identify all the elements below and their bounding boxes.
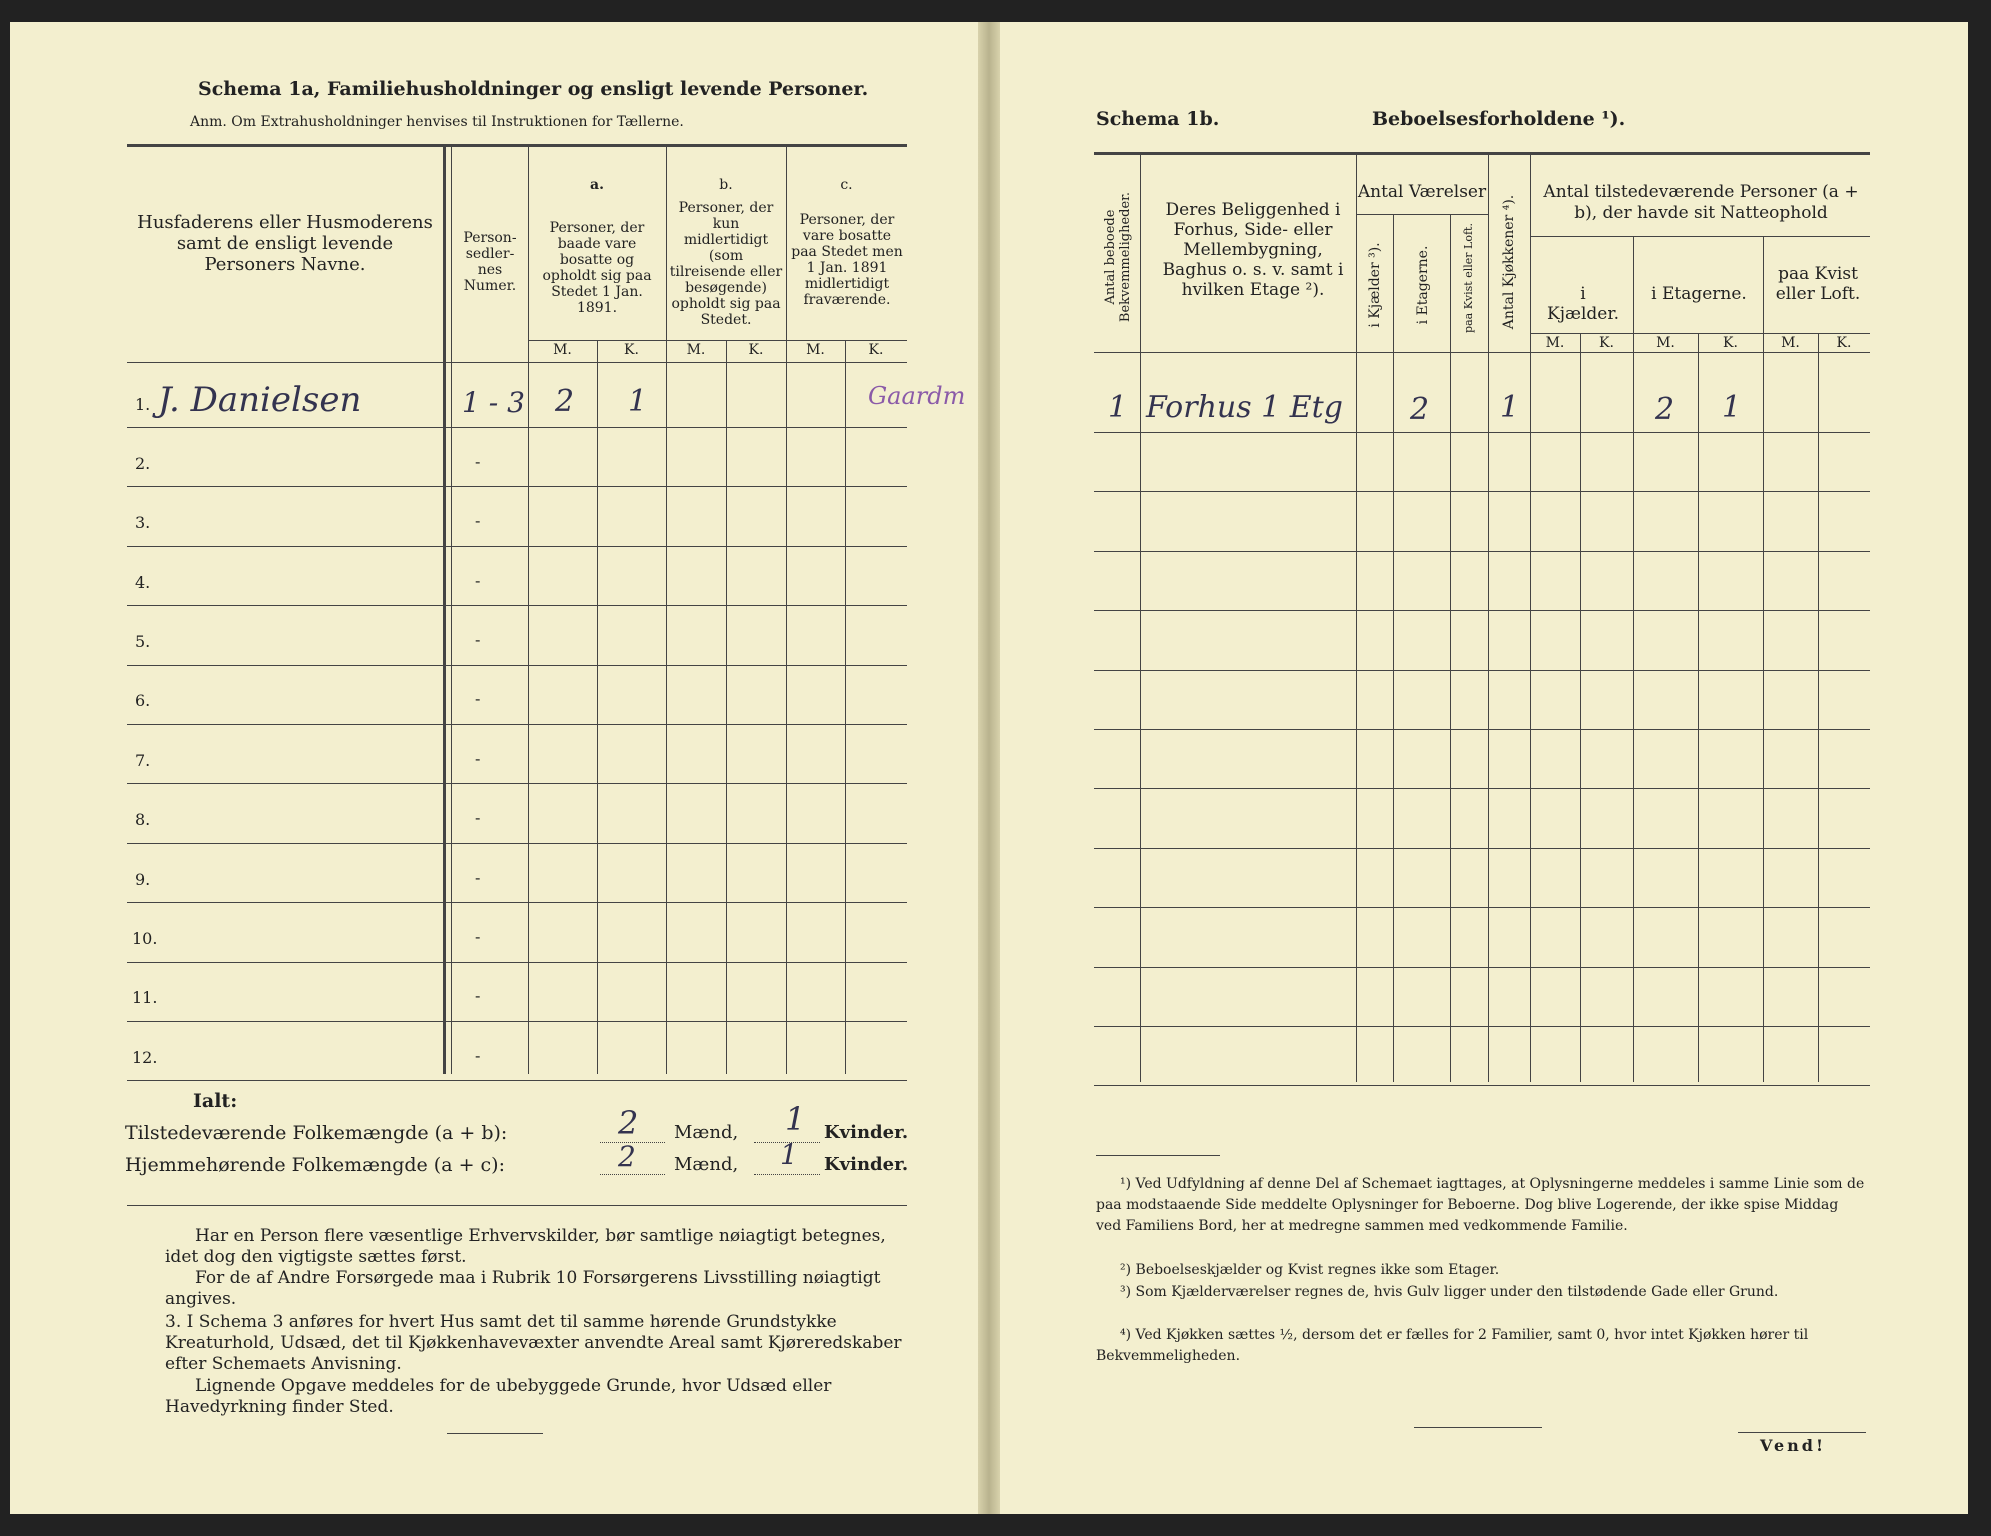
row-number: 2. <box>135 454 151 473</box>
r-table-top-rule <box>1094 152 1870 155</box>
hjemme-label: Hjemmehørende Folkemængde (a + c): <box>125 1154 505 1176</box>
vend-rule <box>1738 1432 1866 1433</box>
row-number: 8. <box>135 810 151 829</box>
left-row-line <box>127 783 907 784</box>
row-number: 5. <box>135 632 151 651</box>
r-col-rule-mk1 <box>1580 333 1581 1082</box>
r-mk-rule <box>1530 333 1870 334</box>
row-number: 3. <box>135 513 151 532</box>
entry-a-k: 1 <box>628 384 648 419</box>
footnote-3: ³) Som Kjælderværelser regnes de, hvis Gulv ligger under den tilstødende Gade eller Grund. <box>1120 1284 1779 1300</box>
r-kj-k: K. <box>1599 335 1614 351</box>
numer-dash: - <box>475 868 481 887</box>
r-col-rule-1 <box>1140 152 1141 1082</box>
right-row-line <box>1094 848 1870 849</box>
tilst-k-value: 1 <box>785 1100 806 1138</box>
footnote-2: ²) Beboelseskjælder og Kvist regnes ikke som Etager. <box>1120 1262 1500 1278</box>
hjemme-kvinder: Kvinder. <box>824 1154 909 1175</box>
numer-dash: - <box>475 452 481 471</box>
instruction-para-4: Lignende Opgave meddeles for de ubebyggede Grunde, hvor Udsæd eller Havedyrkning finder Sted. <box>165 1376 832 1417</box>
tilst-label: Tilstedeværende Folkemængde (a + b): <box>125 1122 508 1144</box>
instruction-para-2: For de af Andre Forsørgede maa i Rubrik 10 Forsørgerens Livsstilling nøiagtigt angives. <box>165 1268 881 1309</box>
col-a-letter: a. <box>590 177 604 193</box>
hjemme-k-line <box>754 1174 820 1175</box>
numer-dash: - <box>475 1046 481 1065</box>
left-row-line <box>127 902 907 903</box>
col-rule-b-mk <box>726 340 727 1074</box>
col-rule-c-mk <box>845 340 846 1074</box>
col-c-letter: c. <box>840 177 853 193</box>
instruction-para-1: Har en Person flere væsentlige Erhvervskilder, bør samtlige nøiagtigt betegnes, idet dog den vigtigste sættes først. <box>165 1226 886 1267</box>
entry-a-m: 2 <box>555 384 575 419</box>
table-top-rule <box>127 144 907 147</box>
col-rule-names <box>443 144 446 1074</box>
col-header-b: Personer, der kun midlertidigt (som tilreisende eller besøgende) opholdt sig paa Stedet. <box>669 200 783 328</box>
b-k: K. <box>748 342 764 358</box>
right-page <box>1000 22 1968 1514</box>
col-header-names: Husfaderens eller Husmoderens samt de ensligt levende Personers Navne. <box>137 212 433 275</box>
r-kv-m: M. <box>1781 335 1800 351</box>
r-col-i-etagerne-p: i Etagerne. <box>1651 284 1747 304</box>
r-tilstede-rule <box>1530 236 1870 237</box>
row-number: 12. <box>132 1048 158 1067</box>
r-entry-etagerne-k: 1 <box>1722 390 1742 425</box>
r-col-antal-kjokkener: Antal Kjøkkener ⁴). <box>1501 194 1517 330</box>
r-col-rule-mk2 <box>1698 333 1699 1082</box>
r-col-rule-6 <box>1530 152 1531 1082</box>
col-header-c: Personer, der vare bosatte paa Stedet men 1 Jan. 1891 midlertidigt fraværende. <box>791 212 903 308</box>
right-end-rule <box>1414 1427 1542 1428</box>
right-title: Schema 1b. <box>1096 108 1220 130</box>
r-col-i-etagerne: i Etagerne. <box>1415 245 1431 325</box>
right-subtitle: Beboelsesforholdene ¹). <box>1372 108 1626 130</box>
left-page <box>10 22 978 1514</box>
r-entry-vaer-etagerne: 2 <box>1410 392 1430 427</box>
r-col-paa-kvist: paa Kvist eller Loft. <box>1462 223 1475 333</box>
left-anm: Anm. Om Extrahusholdninger henvises til Instruktionen for Tællerne. <box>190 114 684 130</box>
numer-dash: - <box>475 927 481 946</box>
vend-label: Vend! <box>1760 1436 1826 1455</box>
right-row-line <box>1094 729 1870 730</box>
left-row-line <box>127 665 907 666</box>
entry-name: J. Danielsen <box>158 380 362 420</box>
r-kj-m: M. <box>1545 335 1565 351</box>
r-col-rule-2 <box>1356 152 1357 1082</box>
r-col-rule-3 <box>1393 214 1394 1082</box>
right-row-line <box>1094 967 1870 968</box>
numer-dash: - <box>475 808 481 827</box>
r-col-i-kjaelder-p: i Kjælder. <box>1547 284 1619 324</box>
col-rule-names-2 <box>451 144 452 1074</box>
b-m: M. <box>686 342 706 358</box>
right-row-line <box>1094 788 1870 789</box>
hjemme-k-value: 1 <box>780 1138 798 1171</box>
left-end-rule <box>447 1433 543 1434</box>
r-col-beliggenhed: Deres Beliggenhed i Forhus, Side- eller Mellembygning, Baghus o. s. v. samt i hvilken Etage ²). <box>1162 200 1344 300</box>
a-m: M. <box>553 342 572 358</box>
r-et-m: M. <box>1656 335 1675 351</box>
r-col-paa-kvist-p: paa Kvist eller Loft. <box>1775 264 1861 304</box>
entry-note: Gaardm <box>868 382 966 410</box>
r-entry-kjokkener: 1 <box>1500 390 1520 425</box>
right-row-line <box>1094 610 1870 611</box>
r-col-antal-beboede: Antal beboede Bekvemmeligheder. <box>1103 191 1133 323</box>
numer-dash: - <box>475 986 481 1005</box>
c-m: M. <box>806 342 825 358</box>
col-header-a: Personer, der baade vare bosatte og opholdt sig paa Stedet 1 Jan. 1891. <box>542 220 652 316</box>
numer-dash: - <box>475 689 481 708</box>
left-row-line <box>127 843 907 844</box>
hjemme-m-line <box>600 1174 665 1175</box>
footnote-4: ⁴) Ved Kjøkken sættes ½, dersom det er fælles for 2 Familier, samt 0, hvor intet Kjøkken hører til Bekvemmeligheden. <box>1096 1327 1809 1364</box>
r-et-k: K. <box>1723 335 1738 351</box>
footnote-rule <box>1096 1155 1220 1156</box>
col-header-numer: Person-sedler-nes Numer. <box>463 230 517 294</box>
numer-dash: - <box>475 630 481 649</box>
right-row-line <box>1094 1026 1870 1027</box>
row-number: 10. <box>132 929 158 948</box>
tilst-maend: Mænd, <box>674 1122 739 1143</box>
left-row-line <box>127 724 907 725</box>
right-row-line <box>1094 1085 1870 1086</box>
footnote-1: ¹) Ved Udfyldning af denne Del af Schemaet iagttages, at Oplysningerne meddeles i samme Linie som de paa modstaaende Side meddelte Oplysninger for Beboerne. Dog blive Logerende, der ikke spise Middag ved Familiens Bord, her at medregne sammen med vedkommende Familie. <box>1096 1176 1865 1234</box>
row-number: 6. <box>135 691 151 710</box>
row-number: 7. <box>135 751 151 770</box>
entry-numer: 1 - 3 <box>462 386 525 419</box>
left-row-line <box>127 1021 907 1022</box>
r-header-bottom-rule <box>1094 352 1870 353</box>
tilst-m-value: 2 <box>618 1104 639 1142</box>
hjemme-m-value: 2 <box>618 1140 636 1173</box>
numer-dash: - <box>475 511 481 530</box>
left-row-line <box>127 1080 907 1081</box>
left-row-line <box>127 546 907 547</box>
r-col-i-kjaelder: i Kjælder ³). <box>1367 242 1383 328</box>
r-entry-etagerne-m: 2 <box>1655 392 1675 427</box>
r-col-rule-7 <box>1633 236 1634 1082</box>
left-row-line <box>127 427 907 428</box>
totals-rule <box>127 1205 907 1206</box>
r-kv-k: K. <box>1836 335 1852 351</box>
right-row-line <box>1094 670 1870 671</box>
r-col-rule-mk3 <box>1818 333 1819 1082</box>
row-number: 1. <box>135 395 151 414</box>
mk-row-rule <box>528 340 907 341</box>
numer-dash: - <box>475 749 481 768</box>
left-row-line <box>127 486 907 487</box>
instruction-para-3: 3. I Schema 3 anføres for hvert Hus samt det til samme hørende Grundstykke Kreaturhold, Udsæd, det til Kjøkkenhavevæxter anvendte Areal samt Kjøreredskaber efter Schemaets Anvisning. <box>165 1312 902 1374</box>
hjemme-maend: Mænd, <box>674 1154 739 1175</box>
a-k: K. <box>624 342 639 358</box>
row-number: 4. <box>135 573 151 592</box>
r-col-tilstede: Antal tilstedeværende Personer (a + b), der havde sit Natteophold <box>1543 182 1859 223</box>
right-row-line <box>1094 432 1870 433</box>
left-title: Schema 1a, Familiehusholdninger og ensligt levende Personer. <box>198 78 869 100</box>
header-bottom-rule <box>127 362 907 363</box>
right-row-line <box>1094 491 1870 492</box>
right-row-line <box>1094 551 1870 552</box>
col-rule-a <box>666 144 667 1074</box>
r-entry-beliggenhed: Forhus 1 Etg <box>1146 390 1343 425</box>
ialt-label: Ialt: <box>193 1090 238 1112</box>
left-row-line <box>127 605 907 606</box>
r-entry-antal: 1 <box>1108 390 1128 425</box>
r-col-rule-8 <box>1763 236 1764 1082</box>
col-b-letter: b. <box>719 177 733 193</box>
right-row-line <box>1094 907 1870 908</box>
r-col-rule-4 <box>1450 214 1451 1082</box>
row-number: 9. <box>135 870 151 889</box>
r-vaerelser-rule <box>1356 214 1488 215</box>
tilst-kvinder: Kvinder. <box>824 1122 909 1143</box>
r-col-antal-vaerelser: Antal Værelser <box>1357 182 1487 202</box>
row-number: 11. <box>132 988 158 1007</box>
book-spine <box>978 22 1000 1514</box>
r-col-rule-5 <box>1488 152 1489 1082</box>
left-row-line <box>127 962 907 963</box>
col-rule-a-mk <box>597 340 598 1074</box>
c-k: K. <box>868 342 884 358</box>
col-rule-b <box>786 144 787 1074</box>
numer-dash: - <box>475 571 481 590</box>
col-rule-numer <box>528 144 529 1074</box>
